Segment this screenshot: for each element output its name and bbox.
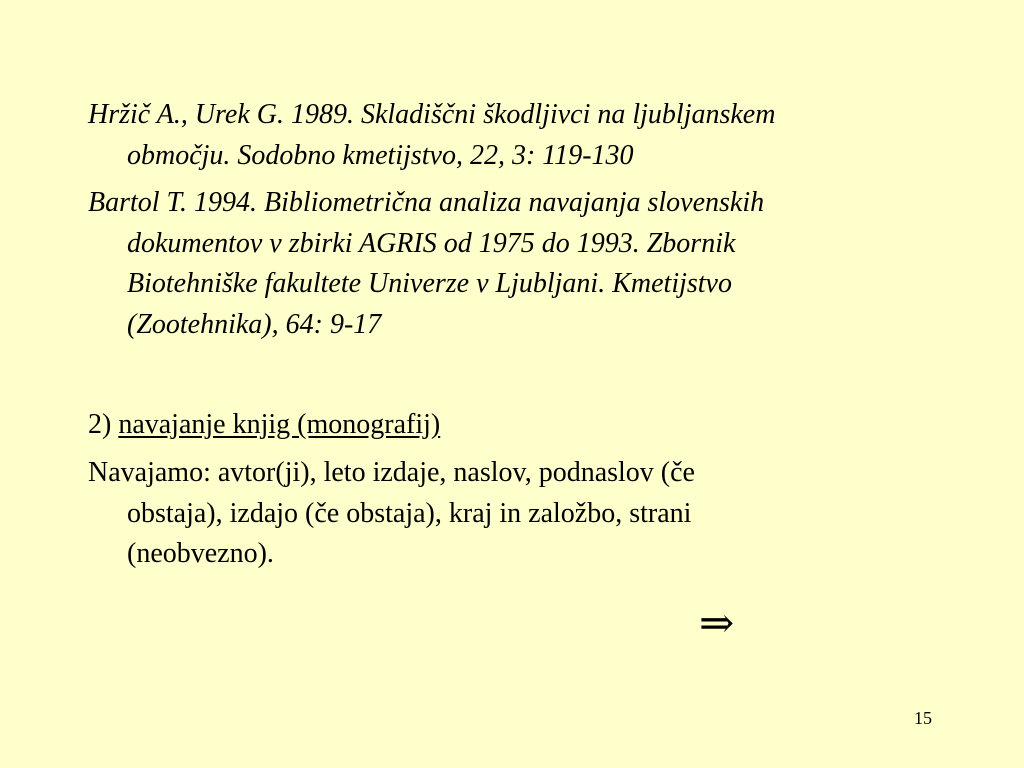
next-arrow-icon: ⇒ <box>699 598 735 647</box>
paragraph-line: obstaja), izdajo (če obstaja), kraj in založbo, strani <box>127 497 692 529</box>
reference-line: Hržič A., Urek G. 1989. Skladiščni škodljivci na ljubljanskem <box>88 99 776 130</box>
section-title: navajanje knjig (monografij) <box>118 409 441 440</box>
paragraph-line: (neobvezno). <box>127 538 274 569</box>
section-number: 2) <box>88 409 112 440</box>
reference-line: Biotehniške fakultete Univerze v Ljubljani. Kmetijstvo <box>127 268 732 299</box>
reference-line: Bartol T. 1994. Bibliometrična analiza navajanja slovenskih <box>88 187 765 218</box>
paragraph-line: Navajamo: avtor(ji), leto izdaje, naslov, podnaslov (če <box>88 457 695 488</box>
reference-line: območju. Sodobno kmetijstvo, 22, 3: 119-130 <box>127 139 634 171</box>
reference-bartol <box>88 183 987 345</box>
section-heading <box>88 405 987 446</box>
reference-line: (Zootehnika), 64: 9-17 <box>127 308 382 340</box>
reference-hrzic <box>88 95 987 176</box>
citation-instructions <box>88 453 987 575</box>
page-number: 15 <box>914 708 932 728</box>
reference-line: dokumentov v zbirki AGRIS od 1975 do 1993. Zbornik <box>127 227 736 259</box>
